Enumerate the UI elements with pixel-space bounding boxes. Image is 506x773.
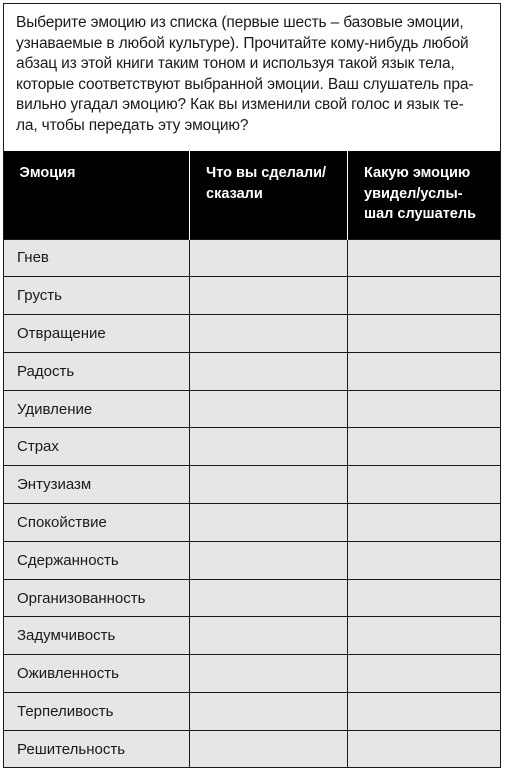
emotion-name-cell: Сдержанность <box>4 541 190 579</box>
instructions-text <box>4 4 500 151</box>
instructions-line: Выберите эмоцию из списка (первые шесть – базовые эмоции, <box>16 14 464 31</box>
listener-guess-cell[interactable] <box>348 466 502 504</box>
header-emotion <box>4 151 190 239</box>
header-line: Какую эмоцию <box>364 165 471 181</box>
listener-guess-cell[interactable] <box>348 655 502 693</box>
listener-guess-cell[interactable] <box>348 617 502 655</box>
table-row <box>4 315 502 353</box>
table-row <box>4 730 502 768</box>
what-you-did-cell[interactable] <box>190 541 348 579</box>
what-you-did-cell[interactable] <box>190 655 348 693</box>
header-what-you-did <box>190 151 348 239</box>
what-you-did-cell[interactable] <box>190 693 348 731</box>
listener-guess-cell[interactable] <box>348 693 502 731</box>
what-you-did-cell[interactable] <box>190 466 348 504</box>
header-row <box>4 151 502 239</box>
table-row <box>4 541 502 579</box>
table-row <box>4 655 502 693</box>
table-row <box>4 504 502 542</box>
header-line: шал слушатель <box>364 206 476 222</box>
emotion-name-cell: Радость <box>4 352 190 390</box>
what-you-did-cell[interactable] <box>190 617 348 655</box>
instructions-line: которые соответствуют выбранной эмоции. Ваш слушатель пра- <box>16 75 474 93</box>
header-line: Что вы сделали/ <box>206 165 327 181</box>
instructions-line: вильно угадал эмоцию? Как вы изменили свой голос и язык те- <box>16 96 464 114</box>
instructions-line: ла, чтобы передать эту эмоцию? <box>16 116 249 134</box>
header-line: увидел/услы- <box>364 185 463 202</box>
listener-guess-cell[interactable] <box>348 315 502 353</box>
what-you-did-cell[interactable] <box>190 579 348 617</box>
listener-guess-cell[interactable] <box>348 239 502 277</box>
header-line: сказали <box>206 185 263 202</box>
listener-guess-cell[interactable] <box>348 390 502 428</box>
emotion-name-cell: Организованность <box>4 579 190 617</box>
table-row <box>4 277 502 315</box>
what-you-did-cell[interactable] <box>190 239 348 277</box>
emotion-name-cell: Страх <box>4 428 190 466</box>
table-row <box>4 579 502 617</box>
emotion-name-cell: Терпеливость <box>4 693 190 731</box>
instructions-line: абзац из этой книги таким тоном и используя такой язык тела, <box>16 55 455 73</box>
listener-guess-cell[interactable] <box>348 504 502 542</box>
emotion-name-cell: Отвращение <box>4 315 190 353</box>
table-row <box>4 617 502 655</box>
what-you-did-cell[interactable] <box>190 352 348 390</box>
header-listener-guess <box>348 151 502 239</box>
table-row <box>4 390 502 428</box>
instructions-line: узнаваемые в любой культуре). Прочитайте кому-нибудь любой <box>16 34 469 52</box>
what-you-did-cell[interactable] <box>190 504 348 542</box>
table-body <box>4 239 502 768</box>
table-header <box>4 151 502 239</box>
what-you-did-cell[interactable] <box>190 428 348 466</box>
emotion-name-cell: Спокойствие <box>4 504 190 542</box>
what-you-did-cell[interactable] <box>190 390 348 428</box>
table-row <box>4 466 502 504</box>
emotion-name-cell: Задумчивость <box>4 617 190 655</box>
emotion-table <box>3 151 501 768</box>
listener-guess-cell[interactable] <box>348 730 502 768</box>
table-row <box>4 239 502 277</box>
emotion-name-cell: Гнев <box>4 239 190 277</box>
emotion-name-cell: Оживленность <box>4 655 190 693</box>
header-line: Эмоция <box>19 165 76 181</box>
exercise-card <box>3 3 501 768</box>
emotion-name-cell: Удивление <box>4 390 190 428</box>
emotion-name-cell: Решительность <box>4 730 190 768</box>
listener-guess-cell[interactable] <box>348 541 502 579</box>
what-you-did-cell[interactable] <box>190 730 348 768</box>
table-row <box>4 352 502 390</box>
emotion-name-cell: Грусть <box>4 277 190 315</box>
what-you-did-cell[interactable] <box>190 277 348 315</box>
listener-guess-cell[interactable] <box>348 352 502 390</box>
emotion-name-cell: Энтузиазм <box>4 466 190 504</box>
table-row <box>4 693 502 731</box>
table-row <box>4 428 502 466</box>
listener-guess-cell[interactable] <box>348 277 502 315</box>
listener-guess-cell[interactable] <box>348 428 502 466</box>
what-you-did-cell[interactable] <box>190 315 348 353</box>
listener-guess-cell[interactable] <box>348 579 502 617</box>
